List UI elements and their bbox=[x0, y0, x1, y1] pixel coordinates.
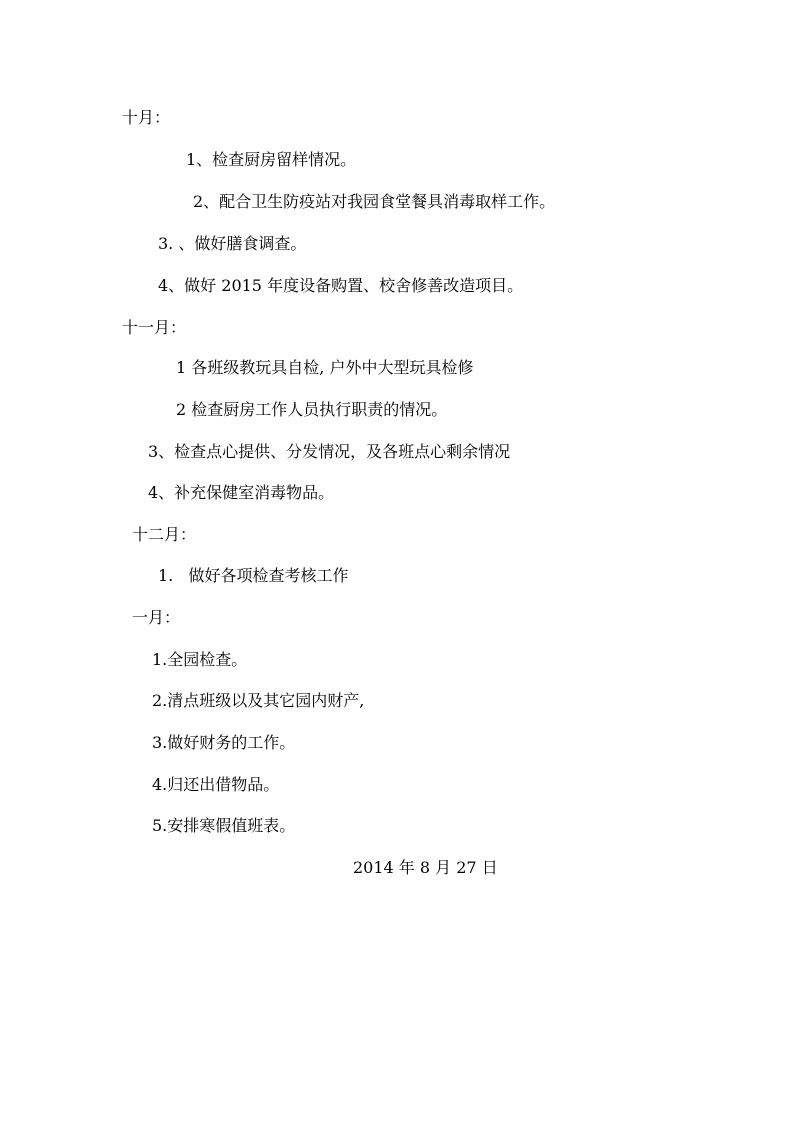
list-item: 4、做好 2015 年度设备购置、校舍修善改造项目。 bbox=[158, 276, 524, 295]
list-item: 2.清点班级以及其它园内财产, bbox=[152, 691, 365, 710]
list-item: 4、补充保健室消毒物品。 bbox=[148, 483, 335, 502]
list-item: 1.全园检查。 bbox=[152, 650, 248, 669]
section-heading-october: 十月： bbox=[122, 108, 171, 127]
list-item: 2 检查厨房工作人员执行职责的情况。 bbox=[176, 400, 448, 419]
list-item: 1. 做好各项检查考核工作 bbox=[158, 566, 349, 585]
document-date: 2014 年 8 月 27 日 bbox=[353, 858, 498, 877]
section-heading-january: 一月： bbox=[132, 608, 181, 627]
list-item: 5.安排寒假值班表。 bbox=[152, 816, 296, 835]
section-heading-november: 十一月： bbox=[122, 318, 187, 337]
list-item: 1、检查厨房留样情况。 bbox=[186, 150, 357, 169]
list-item: 4.归还出借物品。 bbox=[152, 775, 280, 794]
list-item: 2、配合卫生防疫站对我园食堂餐具消毒取样工作。 bbox=[193, 192, 556, 211]
list-item: 3. 、做好膳食调查。 bbox=[158, 234, 307, 253]
list-item: 3.做好财务的工作。 bbox=[152, 733, 296, 752]
list-item: 1 各班级教玩具自检, 户外中大型玩具检修 bbox=[176, 358, 474, 377]
section-heading-december: 十二月： bbox=[132, 525, 197, 544]
list-item: 3、检查点心提供、分发情况，及各班点心剩余情况 bbox=[148, 442, 511, 461]
